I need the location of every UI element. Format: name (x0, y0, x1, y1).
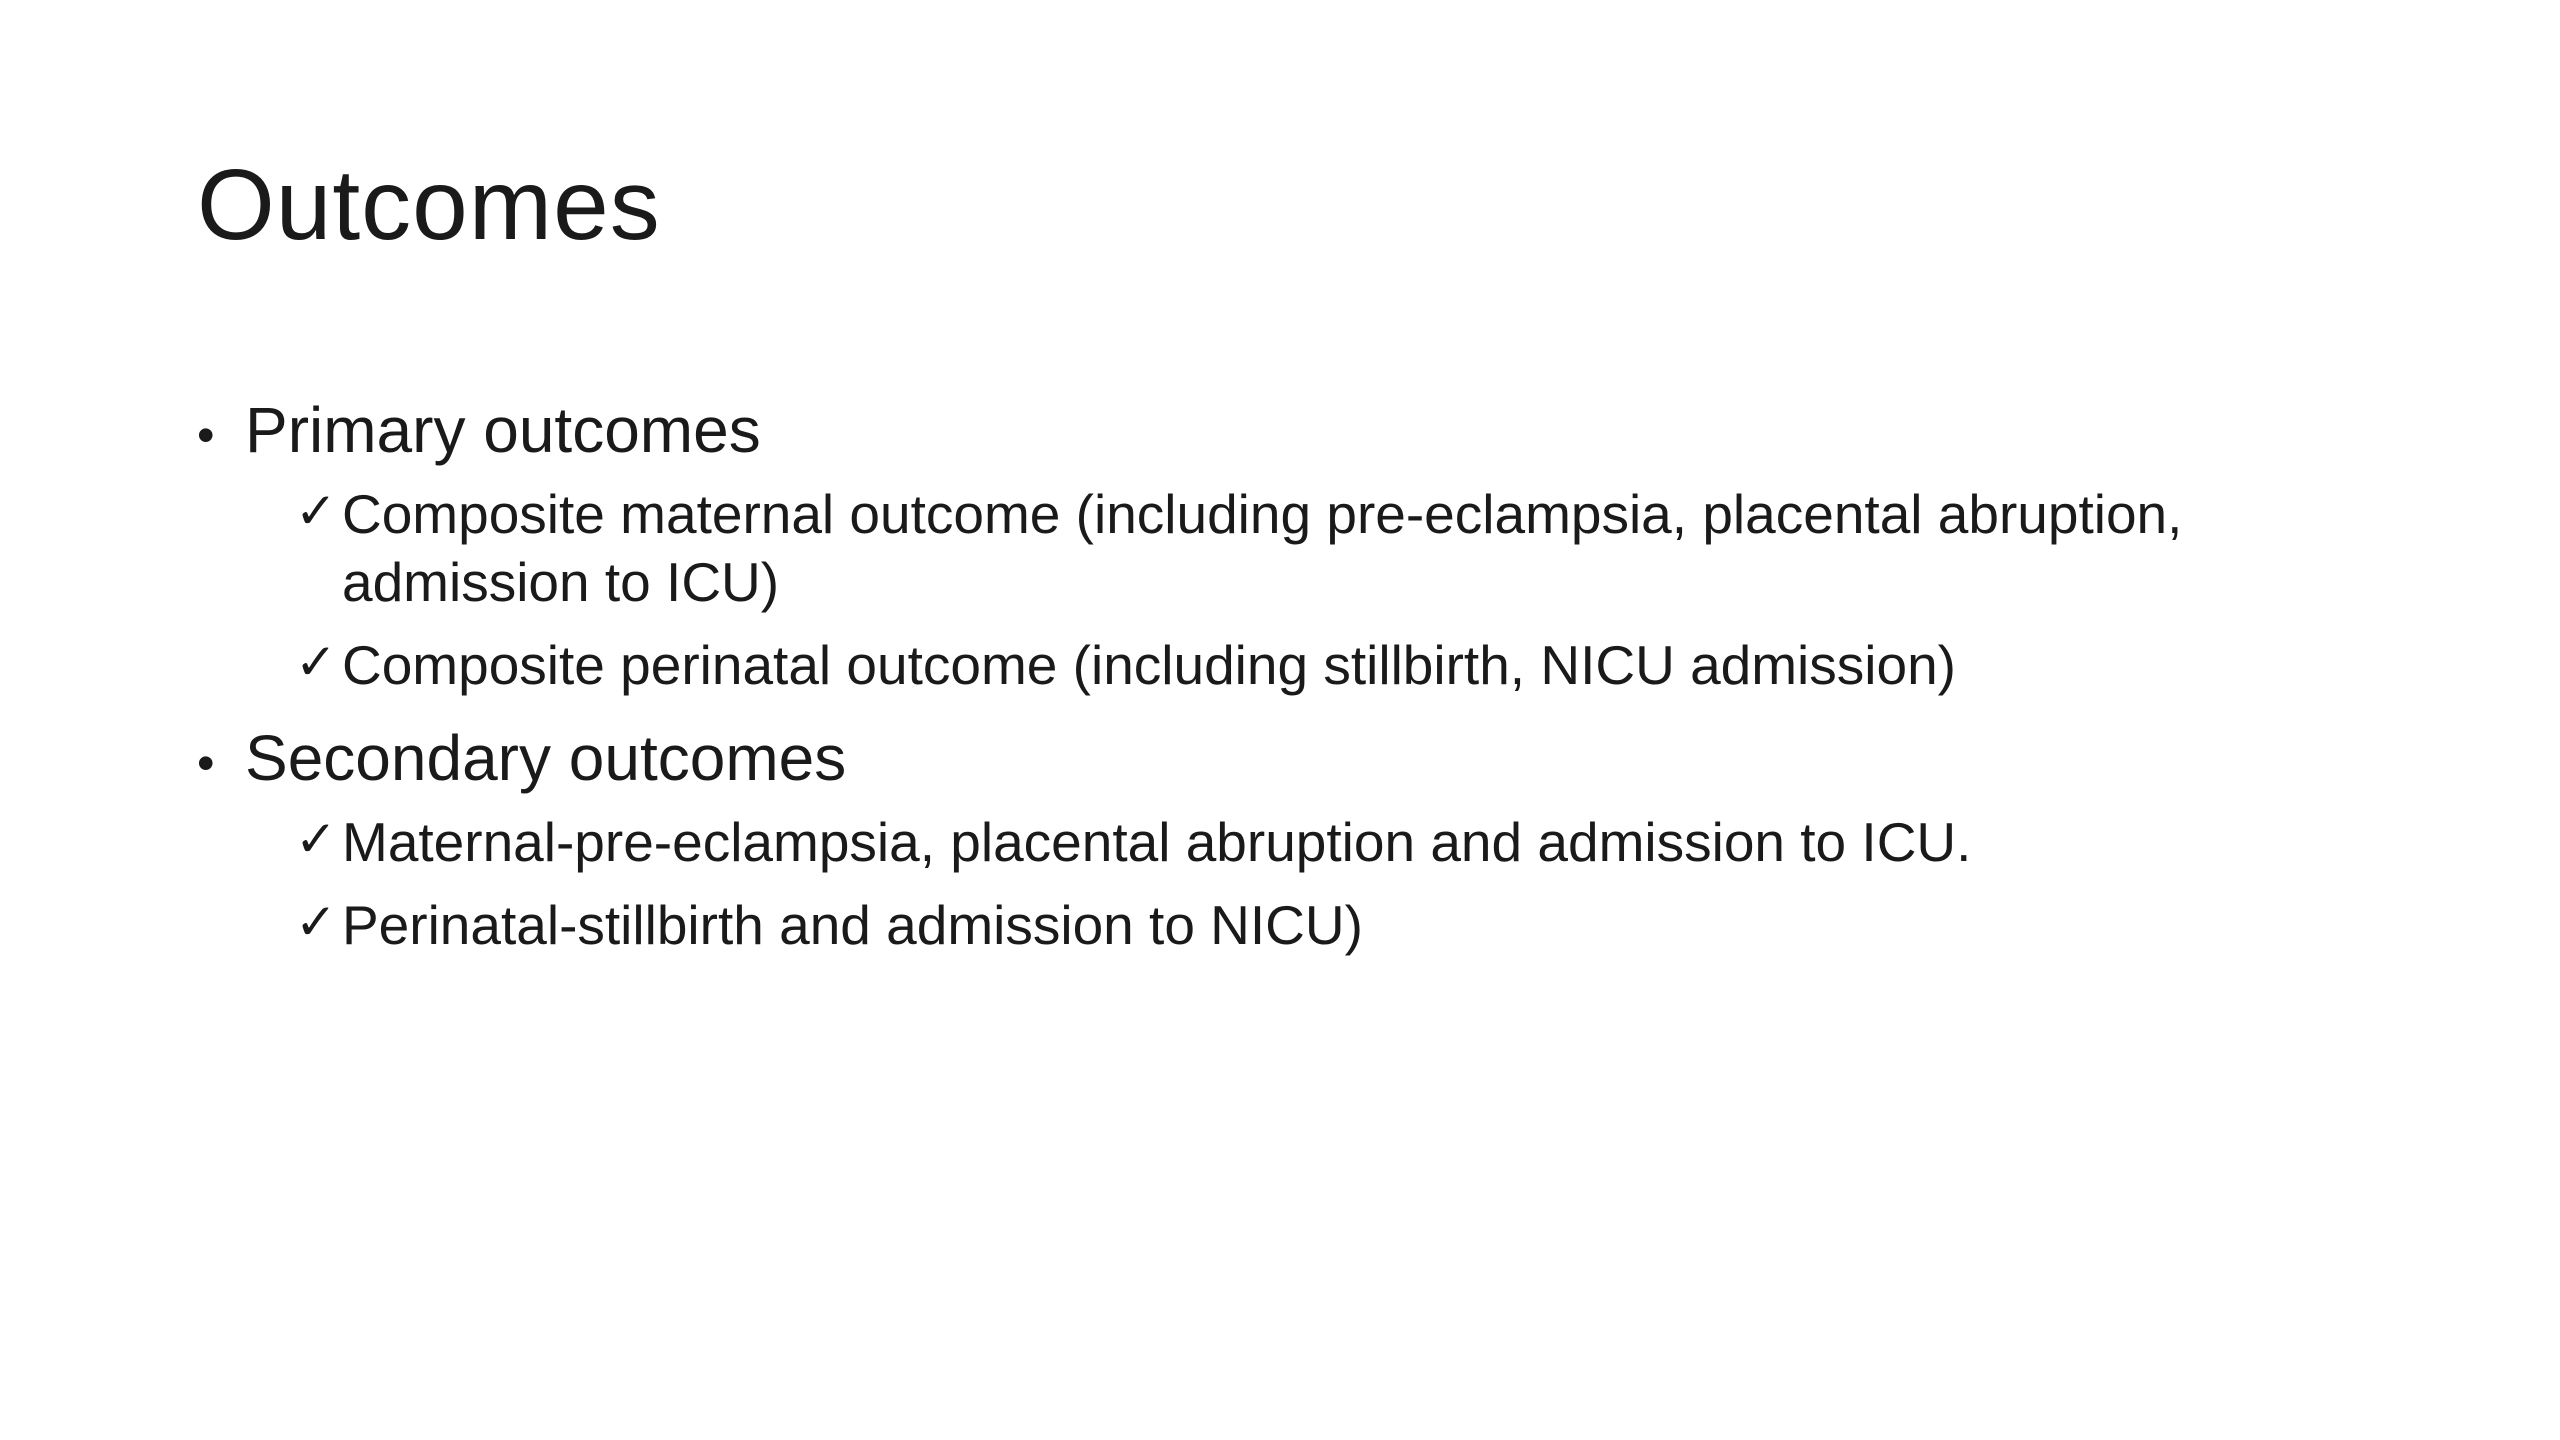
sub-list (197, 808, 2397, 959)
list-item-text: Maternal-pre-eclampsia, placental abruption and admission to ICU. (342, 810, 1972, 873)
sub-list (197, 480, 2397, 700)
bullet-icon: • (197, 407, 215, 463)
slide-content (197, 390, 2397, 977)
checkmark-icon: ✓ (295, 482, 337, 540)
checkmark-icon: ✓ (295, 809, 337, 868)
section-heading (197, 718, 2397, 798)
slide-title: Outcomes (197, 149, 661, 261)
checkmark-icon: ✓ (295, 633, 337, 692)
section-heading-label: Secondary outcomes (245, 721, 847, 794)
checkmark-icon: ✓ (295, 892, 337, 951)
section-secondary-outcomes (197, 718, 2397, 959)
section-heading (197, 390, 2397, 470)
list-item (197, 480, 2397, 616)
bullet-icon: • (197, 734, 215, 791)
list-item (197, 891, 2397, 959)
list-item-text: Composite perinatal outcome (including stillbirth, NICU admission) (342, 634, 1956, 697)
list-item (197, 631, 2397, 699)
list-item-text: Perinatal-stillbirth and admission to NICU) (342, 893, 1363, 956)
section-heading-label: Primary outcomes (245, 394, 761, 466)
list-item (197, 808, 2397, 876)
list-item-text: Composite maternal outcome (including pre-eclampsia, placental abruption, admission to ICU) (342, 483, 2183, 614)
section-primary-outcomes (197, 390, 2397, 700)
